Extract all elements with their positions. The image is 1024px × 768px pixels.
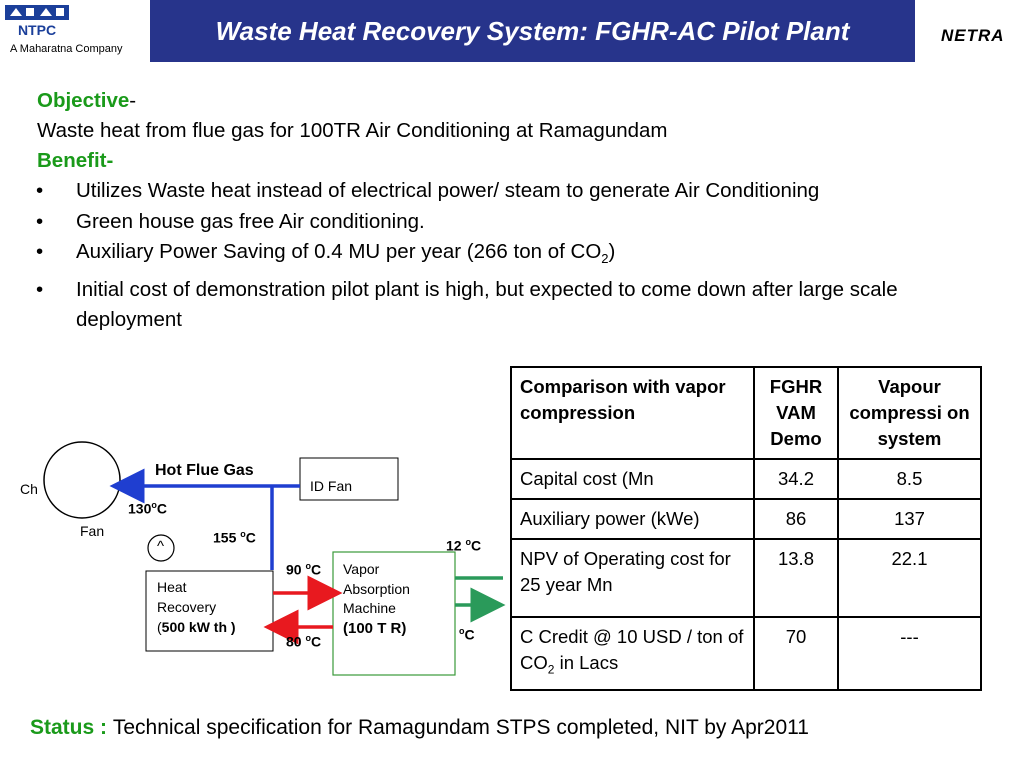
comparison-table xyxy=(510,366,982,691)
objective-text: Waste heat from flue gas for 100TR Air Conditioning at Ramagundam xyxy=(37,119,668,142)
table-cell: Capital cost (Mn xyxy=(511,459,754,499)
table-header-cell: Vapour compressi on system xyxy=(838,367,981,459)
table-row xyxy=(511,499,981,539)
chimney-circle xyxy=(44,442,120,518)
list-item: • Utilizes Waste heat instead of electrical power/ steam to generate Air Conditioning xyxy=(36,179,820,202)
table-cell: NPV of Operating cost for 25 year Mn xyxy=(511,539,754,617)
table-cell: Auxiliary power (kWe) xyxy=(511,499,754,539)
table-row xyxy=(511,617,981,690)
page-title: Waste Heat Recovery System: FGHR-AC Pilot Plant xyxy=(150,0,915,62)
temp-155-label: 155 $^o$C xyxy=(213,529,256,546)
objective-heading-line: Objective- xyxy=(37,89,137,112)
temp-90-label: 90 $^o$C xyxy=(286,561,322,578)
list-item: • Green house gas free Air conditioning. xyxy=(36,209,425,233)
temp-out-label: $^o$C xyxy=(459,626,475,643)
table-header-cell: Comparison with vapor compression xyxy=(511,367,754,459)
netra-brand: NETRA xyxy=(941,26,1005,45)
table-cell: 70 xyxy=(754,617,838,690)
list-item: • Auxiliary Power Saving of 0.4 MU per year (266 ton of $CO_2$) xyxy=(36,240,616,267)
table-cell: 22.1 xyxy=(838,539,981,617)
temp-130-label: 130$^o$C xyxy=(128,500,167,517)
status-line xyxy=(30,716,809,740)
table-cell: 34.2 xyxy=(754,459,838,499)
fan-arrow-icon: ^ xyxy=(157,538,165,555)
objective-heading: Objective xyxy=(37,89,130,112)
fan-label: Fan xyxy=(80,523,105,539)
temp-80-label: 80 $^o$C xyxy=(286,633,322,650)
table-header-cell: FGHR VAM Demo xyxy=(754,367,838,459)
table-cell: --- xyxy=(838,617,981,690)
process-diagram xyxy=(0,430,510,690)
id-fan-label: ID Fan xyxy=(310,478,353,494)
ntpc-logo xyxy=(2,2,72,42)
table-cell: 86 xyxy=(754,499,838,539)
table-cell: 8.5 xyxy=(838,459,981,499)
temp-12-label: 12 $^o$C xyxy=(446,537,482,554)
logo-text: NTPC xyxy=(17,22,57,38)
hot-flue-gas-label: Hot Flue Gas xyxy=(155,462,254,479)
list-item: • Initial cost of demonstration pilot plant is high, but expected to come down after large scale deployment xyxy=(36,277,898,332)
table-cell: 13.8 xyxy=(754,539,838,617)
table-cell: C Credit @ 10 USD / ton of $CO_2$ in Lacs xyxy=(511,617,754,690)
table-cell: 137 xyxy=(838,499,981,539)
table-header-row xyxy=(511,367,981,459)
status-label: Status : xyxy=(30,716,113,739)
benefit-list xyxy=(36,176,986,336)
heat-recovery-label: Heat Recovery (500 kW th ) xyxy=(157,579,236,635)
vam-label: Vapor Absorption Machine (100 T R) xyxy=(343,561,410,637)
company-tagline: A Maharatna Company xyxy=(10,43,123,55)
table-row xyxy=(511,459,981,499)
chimney-label: Ch xyxy=(20,481,38,497)
benefit-heading: Benefit- xyxy=(37,149,114,172)
status-text: Technical specification for Ramagundam STPS completed, NIT by Apr2011 xyxy=(112,716,809,739)
table-row xyxy=(511,539,981,617)
